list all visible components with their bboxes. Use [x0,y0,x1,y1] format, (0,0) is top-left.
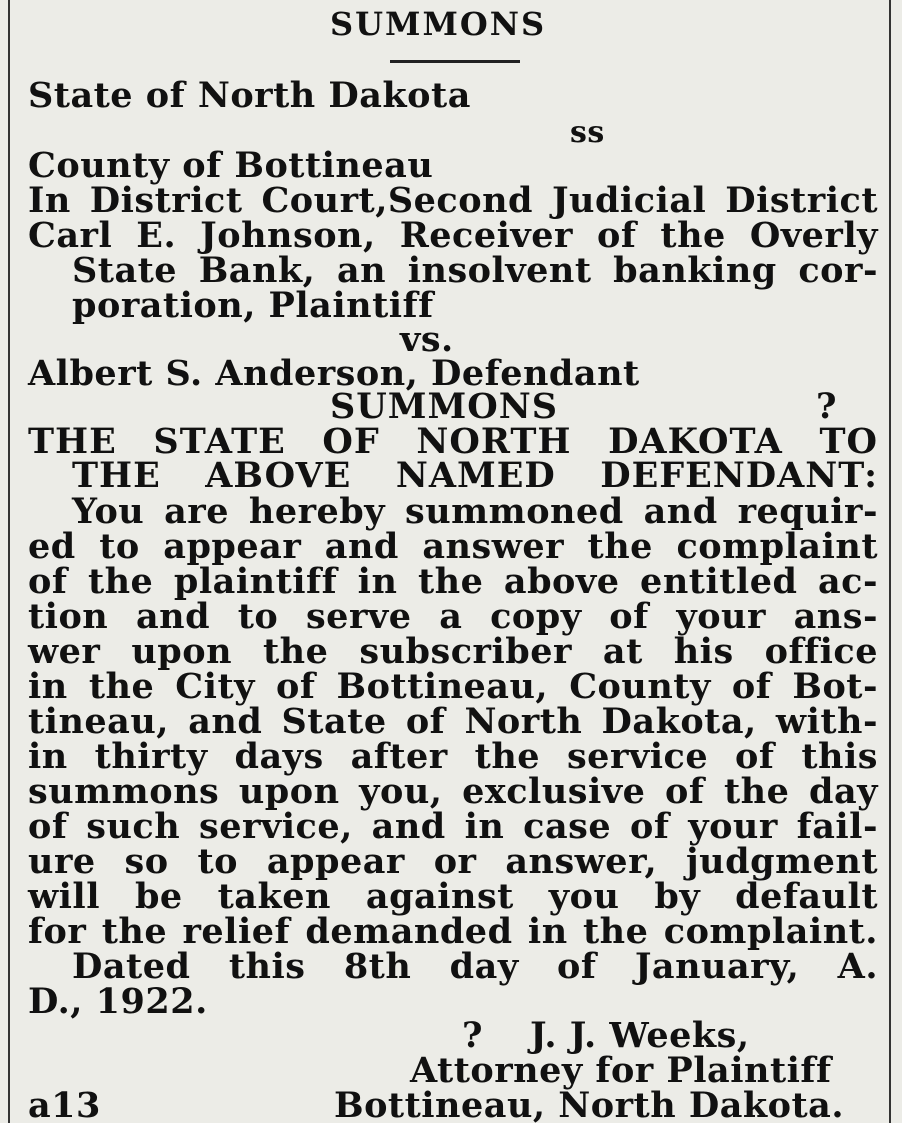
dated-line-2: D., 1922. [28,981,208,1022]
caption-defendant: Albert S. Anderson, Defendant [28,353,640,394]
issue-code: a13 [28,1085,101,1123]
notice-heading: SUMMONS [330,5,547,43]
address-line-1: THE STATE OF NORTH DAKOTA TO [28,421,878,462]
body-line: of such service, and in case of your fail- [28,806,878,847]
caption-versus: vs. [400,319,454,360]
body-line: for the relief demanded in the complaint. [28,911,878,952]
signature-mark: ? [462,1015,484,1056]
venue-county: County of Bottineau [28,145,434,186]
body-line: You are hereby summoned and requir- [72,491,878,532]
venue-court: In District Court,Second Judicial District [28,180,878,221]
signature-title: Attorney for Plaintiff [410,1050,832,1091]
body-line: will be taken against you by default [28,876,878,917]
column-rule-left [8,0,10,1123]
body-line: in the City of Bottineau, County of Bot- [28,666,878,707]
caption-plaintiff-line-3: poration, Plaintiff [72,285,434,326]
address-line-2: THE ABOVE NAMED DEFENDANT: [72,455,878,496]
caption-plaintiff-line-2: State Bank, an insolvent banking cor- [72,250,878,291]
caption-plaintiff-line-1: Carl E. Johnson, Receiver of the Overly [28,215,878,256]
body-line: in thirty days after the service of this [28,736,878,777]
signature-name: J. J. Weeks, [530,1015,750,1056]
document-title: SUMMONS [330,386,559,427]
body-line: ure so to appear or answer, judgment [28,841,878,882]
column-rule-right [889,0,891,1123]
venue-ss: ss [570,115,605,150]
body-line: of the plaintiff in the above entitled ac- [28,561,878,602]
venue-state: State of North Dakota [28,75,471,116]
body-line: tion and to serve a copy of your ans- [28,596,878,637]
dated-line-1: Dated this 8th day of January, A. [72,946,878,987]
signature-location: Bottineau, North Dakota. [334,1085,844,1123]
body-line: summons upon you, exclusive of the day [28,771,878,812]
body-line: ed to appear and answer the complaint [28,526,878,567]
document-title-mark: ? [816,386,838,427]
heading-divider [390,60,520,63]
body-line: tineau, and State of North Dakota, with- [28,701,878,742]
body-line: wer upon the subscriber at his office [28,631,878,672]
